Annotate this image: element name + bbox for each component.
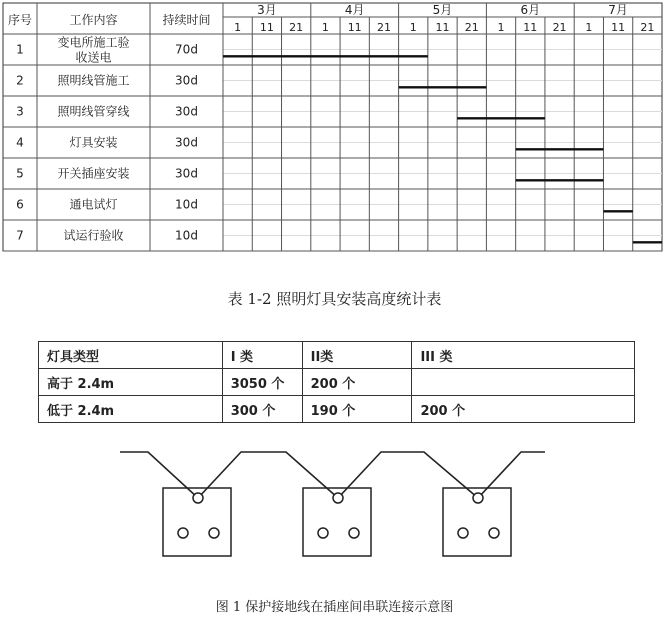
socket-hole	[458, 528, 468, 538]
header-cell-class3: III 类	[412, 342, 635, 369]
day-label: 21	[376, 21, 391, 34]
socket-hole	[349, 528, 359, 538]
day-label: 21	[289, 21, 304, 34]
table-cell: 高于 2.4m	[39, 369, 223, 396]
month-label: 7月	[608, 3, 628, 17]
row-duration: 30d	[175, 73, 198, 88]
ground-terminal	[473, 493, 483, 503]
row-task: 照明线管施工	[57, 73, 130, 88]
header-cell-class1: I 类	[222, 342, 302, 369]
socket-hole	[209, 528, 219, 538]
grounding-diagram	[0, 440, 669, 600]
row-duration: 30d	[175, 135, 198, 150]
table-cell: 190 个	[302, 396, 412, 423]
row-duration: 30d	[175, 166, 198, 181]
ground-terminal	[333, 493, 343, 503]
month-label: 6月	[520, 3, 541, 17]
header-seq: 序号	[7, 13, 33, 27]
row-task: 试运行验收	[63, 228, 124, 243]
month-label: 3月	[257, 3, 277, 17]
row-task: 开关插座安装	[57, 166, 130, 181]
table-cell: 3050 个	[222, 369, 302, 396]
table-header-row	[39, 342, 635, 369]
row-duration: 10d	[175, 228, 198, 243]
gantt-chart	[0, 0, 669, 275]
socket-3	[443, 488, 511, 556]
row-seq: 5	[16, 166, 24, 181]
table-cell: 低于 2.4m	[39, 396, 223, 423]
row-task: 变电所施工验	[57, 35, 130, 50]
header-duration: 持续时间	[162, 13, 211, 27]
row-duration: 10d	[175, 197, 198, 212]
table-row	[39, 396, 635, 423]
month-label: 4月	[344, 3, 365, 17]
table-cell	[412, 369, 635, 396]
lamp-height-table	[38, 341, 635, 423]
row-seq: 2	[16, 73, 24, 88]
day-label: 11	[523, 21, 538, 34]
month-label: 5月	[432, 3, 453, 17]
row-seq: 1	[16, 42, 24, 57]
day-label: 11	[347, 21, 362, 34]
row-seq: 7	[16, 228, 24, 243]
day-label: 1	[585, 21, 593, 34]
header-cell-type: 灯具类型	[39, 342, 223, 369]
socket-2	[303, 488, 371, 556]
table-cell: 200 个	[412, 396, 635, 423]
day-label: 1	[409, 21, 417, 34]
day-label: 1	[321, 21, 329, 34]
row-duration: 30d	[175, 104, 198, 119]
table-cell: 200 个	[302, 369, 412, 396]
socket-1	[163, 488, 231, 556]
row-seq: 6	[16, 197, 24, 212]
row-task: 照明线管穿线	[57, 104, 130, 119]
figure-caption: 图 1 保护接地线在插座间串联连接示意图	[215, 600, 454, 615]
day-label: 21	[552, 21, 567, 34]
table-row	[39, 369, 635, 396]
day-label: 11	[435, 21, 450, 34]
header-task: 工作内容	[69, 13, 118, 27]
socket-hole	[318, 528, 328, 538]
row-task: 收送电	[75, 50, 112, 65]
table-caption: 表 1-2 照明灯具安装高度统计表	[227, 290, 442, 308]
day-label: 1	[497, 21, 505, 34]
day-label: 11	[259, 21, 274, 34]
row-duration: 70d	[175, 42, 198, 57]
row-seq: 4	[16, 135, 24, 150]
socket-hole	[489, 528, 499, 538]
ground-wire	[120, 452, 545, 498]
day-label: 1	[234, 21, 242, 34]
socket-hole	[178, 528, 188, 538]
row-task: 灯具安装	[69, 135, 118, 150]
table-cell: 300 个	[222, 396, 302, 423]
row-task: 通电试灯	[69, 197, 118, 212]
row-seq: 3	[16, 104, 24, 119]
day-label: 11	[611, 21, 626, 34]
day-label: 21	[464, 21, 479, 34]
ground-terminal	[193, 493, 203, 503]
header-cell-class2: II类	[302, 342, 412, 369]
day-label: 21	[640, 21, 655, 34]
